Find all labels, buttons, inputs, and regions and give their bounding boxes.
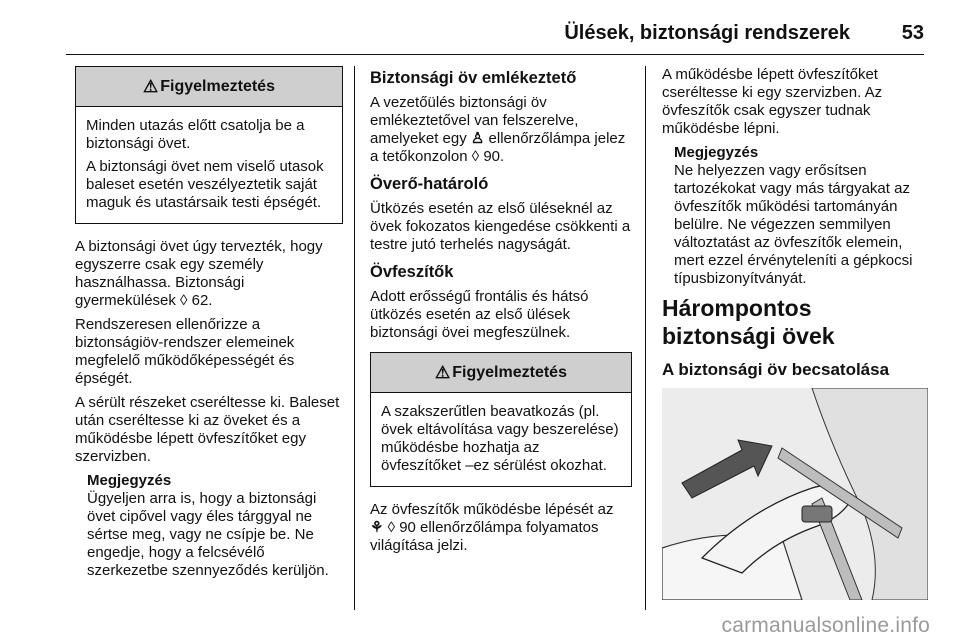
paragraph-check-regularly: Rendszeresen ellenőrizze a biztonságiöv-rendszer elemeinek megfelelő működőképességét és épségét.: [75, 316, 295, 387]
warning-text: A szakszerűtlen beavatkozás (pl. övek eltávolítása vagy beszerelése) működésbe hozhatja az övfeszítőket –ez sérülést okozhat.: [381, 403, 619, 474]
note-block-2: [662, 144, 928, 288]
paragraph-replace-damaged: A sérült részeket cseréltesse ki. Baleset után cseréltesse ki az öveket és a működésbe lépett övfeszítőket egy szervizben.: [75, 394, 340, 465]
warning-triangle-icon: ⚠: [143, 76, 159, 96]
warning-triangle-icon: ⚠: [435, 362, 451, 382]
warning-title: Figyelmeztetés: [160, 77, 275, 95]
note-block-1: [75, 472, 343, 580]
seatbelt-fastening-illustration: [662, 388, 928, 600]
seatbelt-reminder-icon: ♙: [470, 130, 485, 147]
heading-pretensioners: Övfeszítők: [370, 263, 454, 281]
heading-fastening-belt: A biztonsági öv becsatolása: [662, 360, 890, 379]
warning-text-2: A biztonsági övet nem viselő utasok baleset esetén veszélyeztetik saját maguk és utastársaik testi épségét.: [86, 158, 324, 211]
header-divider: [66, 54, 924, 55]
airbag-pretensioner-icon: ⚘: [370, 519, 384, 536]
paragraph-pretensioners: Adott erősségű frontális és hátsó ütközés esetén az első ülések biztonsági övei megfeszülnek.: [370, 288, 589, 341]
page-header-title: Ülések, biztonsági rendszerek: [564, 22, 850, 44]
heading-three-point-belts: Hárompontos biztonsági övek: [662, 295, 835, 349]
paragraph-replace-pretensioners: A működésbe lépett övfeszítőket cseréltesse ki egy szervizben. Az övfeszítők csak egyszer tudnak működésbe lépni.: [662, 66, 883, 137]
warning-box-1: [75, 66, 343, 224]
note-title: Megjegyzés: [674, 144, 759, 161]
heading-seatbelt-reminder: Biztonsági öv emlékeztető: [370, 69, 577, 87]
note-text: Ne helyezzen vagy erősítsen tartozékokat vagy más tárgyakat az övfeszítők működési tartományán belülre. Ne végezzen semmilyen változtatást az övfeszítők elemein, mert ezzel érvényteleníti a gépkocsi típusbizonyítványát.: [674, 162, 913, 287]
page-number: 53: [901, 22, 924, 44]
watermark: carmanualsonline.info: [721, 614, 930, 637]
column-divider-2: [645, 66, 646, 610]
paragraph-one-person: A biztonsági övet úgy tervezték, hogy egyszerre csak egy személy használhassa. Biztonsági gyermekülések ◊ 62.: [75, 238, 323, 309]
column-3: [662, 66, 928, 600]
warning-header: [371, 353, 631, 393]
column-divider-1: [354, 66, 355, 610]
paragraph-force-limiter: Ütközés esetén az első üléseknél az övek fokozatos kiengedése csökkenti a testre jutó terhelés nagyságát.: [370, 200, 631, 253]
warning-text-1: Minden utazás előtt csatolja be a biztonsági övet.: [86, 117, 305, 152]
column-1: [75, 66, 343, 586]
heading-force-limiter: Överő-határoló: [370, 175, 489, 193]
paragraph-pretensioner-indicator: Az övfeszítők működésbe lépését az ⚘ ◊ 90 ellenőrzőlámpa folyamatos világítása jelzi.: [370, 501, 614, 554]
note-title: Megjegyzés: [87, 472, 172, 489]
seatbelt-illustration-svg: [662, 388, 928, 600]
warning-title: Figyelmeztetés: [452, 363, 567, 381]
warning-box-2: [370, 352, 632, 487]
note-text: Ügyeljen arra is, hogy a biztonsági övet cipővel vagy éles tárggyal ne sértse meg, vagy ne csípje be. Ne engedje, hogy a felcsévélő szerkezetbe szennyeződés kerüljön.: [87, 490, 329, 579]
paragraph-reminder: A vezetőülés biztonsági öv emlékeztetővel van felszerelve, amelyeket egy ♙ ellenőrzőlámpa jelez a tetőkonzolon ◊ 90.: [370, 94, 626, 165]
column-2: [370, 66, 632, 561]
warning-header: [76, 67, 342, 107]
